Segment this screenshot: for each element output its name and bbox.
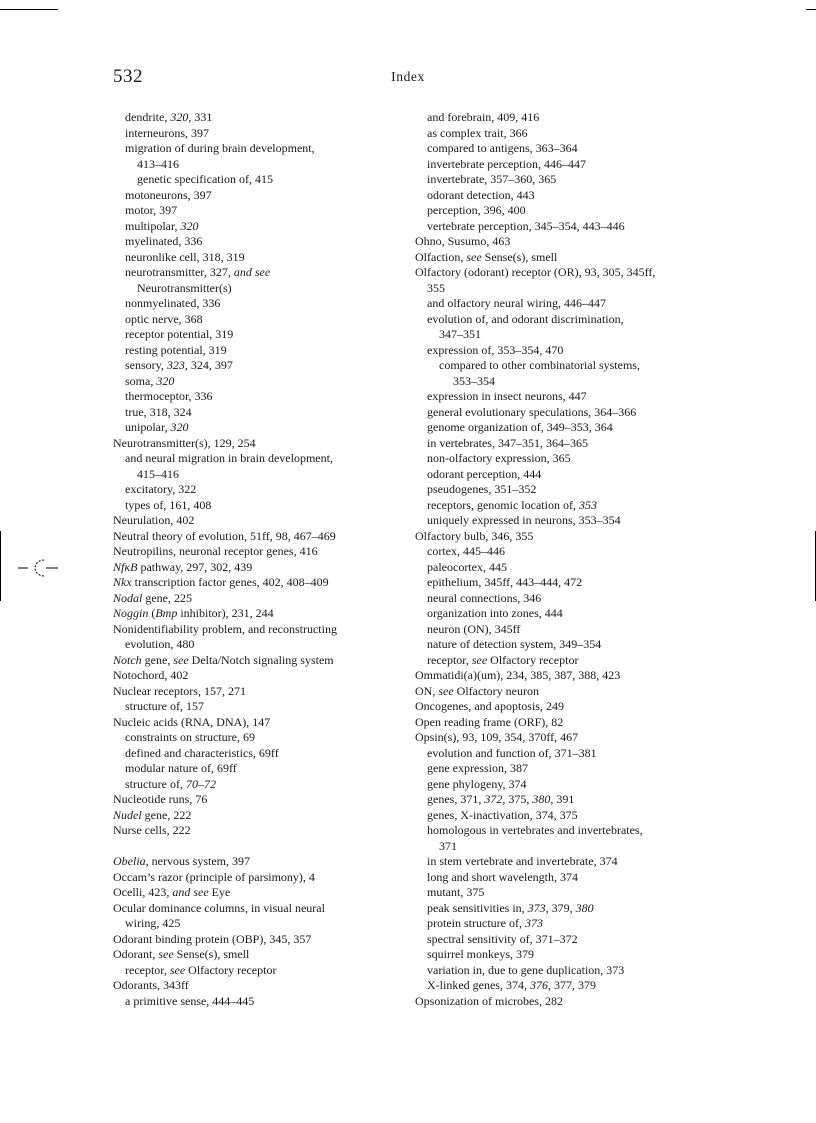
index-subentry [113,265,393,281]
index-text: Neurotransmitter(s) [137,280,232,295]
index-text: gene, 225 [142,590,192,605]
index-text: Olfactory receptor [487,652,579,667]
index-subentry [113,188,393,204]
crop-mark-left-edge [0,531,1,601]
index-text-italic: 373 [524,916,543,930]
index-subentry [415,141,715,157]
index-subentry [415,560,715,576]
index-entry [415,699,715,715]
index-subentry [415,513,715,529]
index-text-italic: and see [172,885,209,899]
index-text: Opsin(s), 93, 109, 354, 370ff, 467 [415,730,579,744]
index-text: motor, 397 [125,203,178,217]
index-text: expression of, 353–354, 470 [427,342,564,357]
index-entry [113,436,393,452]
index-text: myelinated, 336 [125,234,203,248]
index-subentry [415,126,715,142]
index-subentry [415,761,715,777]
index-subentry [113,110,393,126]
index-text: unipolar, [125,420,171,434]
index-subentry [113,250,393,266]
index-text: Oncogenes, and apoptosis, 249 [415,699,564,713]
index-text: genetic specification of, 415 [137,172,273,186]
index-subentry [113,405,393,421]
index-subentry [415,963,715,979]
index-entry [113,529,393,545]
index-subentry [415,901,715,917]
index-text: Ohno, Susumo, 463 [415,234,511,248]
index-text: Nuclear receptors, 157, 271 [113,683,246,698]
index-entry [415,529,715,545]
index-text: inhibitor), 231, 244 [177,606,274,620]
index-subentry [415,172,715,188]
index-text: Olfactory neuron [453,683,539,698]
index-text: invertebrate perception, 446–447 [427,156,586,171]
index-text: Olfactory receptor [185,962,277,977]
index-subentry [415,482,715,498]
index-entry [113,591,393,607]
page-number: 532 [113,66,143,87]
index-subentry [415,885,715,901]
index-text: homologous in vertebrates and invertebrates, [427,823,643,837]
index-text: protein structure of, [427,916,525,930]
index-subentry [415,451,715,467]
index-text-italic: see [173,652,189,667]
index-text: evolution and function of, 371–381 [427,745,597,760]
index-entry [113,606,393,622]
index-subentry [113,498,393,514]
index-subentry [415,823,715,839]
index-text: compared to other combinatorial systems, [439,358,640,372]
index-text-italic: 380 [532,792,551,806]
index-subentry [113,126,393,142]
index-text: spectral sensitivity of, 371–372 [427,931,578,946]
index-text: Delta/Notch signaling system [188,652,334,667]
index-text: ( [148,606,156,620]
index-text: receptor, [125,962,170,977]
index-text: invertebrate, 357–360, 365 [427,172,557,186]
index-subentry [415,110,715,126]
index-subentry [415,916,715,932]
index-text: structure of, 157 [125,699,204,713]
crop-mark-top-left [0,9,58,10]
index-subentry [415,374,715,390]
index-text: Olfaction, [415,249,467,264]
index-subentry [113,358,393,374]
index-text: genes, 371, [427,792,485,806]
index-text: structure of, [125,776,186,791]
index-text: Ocelli, 423, [113,885,173,899]
index-text-italic: 380 [575,900,594,915]
index-subentry [113,963,393,979]
index-entry [415,250,715,266]
index-text: odorant detection, 443 [427,187,535,202]
index-text-italic: and see [233,265,271,279]
index-entry [113,870,393,886]
index-subentry [415,591,715,607]
index-subentry [113,234,393,250]
index-subentry [113,312,393,328]
index-text: a primitive sense, 444–445 [125,993,255,1008]
index-text: Nucleotide runs, 76 [113,792,208,806]
index-text-italic: 372 [484,792,503,806]
index-text-italic: 373 [527,900,546,915]
index-subentry [415,653,715,669]
index-subentry [113,994,393,1010]
index-subentry [415,575,715,591]
index-subentry [415,358,715,374]
index-subentry [415,343,715,359]
index-text: neuronlike cell, 318, 319 [125,249,245,264]
index-text: multipolar, [125,218,181,233]
index-text-italic: 323 [166,358,185,372]
index-text: uniquely expressed in neurons, 353–354 [427,513,621,527]
index-subentry [415,978,715,994]
index-entry [415,668,715,684]
index-entry [113,854,393,870]
index-text: Nonidentifiability problem, and reconstructing [113,621,337,636]
index-entry [113,653,393,669]
index-entry [113,684,393,700]
index-entry [415,265,715,281]
index-text: 347–351 [439,327,481,341]
index-text: sensory, [125,358,167,372]
index-subentry [415,327,715,343]
index-text-italic: Nodal [113,590,143,605]
index-text: 415–416 [137,466,179,481]
index-text: , 391 [550,792,575,806]
index-text: neuron (ON), 345ff [427,621,521,636]
index-text: wiring, 425 [125,916,181,930]
index-text: Nucleic acids (RNA, DNA), 147 [113,714,271,729]
index-subentry [415,777,715,793]
index-text: gene phylogeny, 374 [427,776,527,791]
index-text: Open reading frame (ORF), 82 [415,714,564,729]
index-text: Sense(s), smell [481,249,558,264]
index-text: Olfactory bulb, 346, 355 [415,528,534,543]
index-text: nonmyelinated, 336 [125,296,221,310]
index-entry [113,513,393,529]
index-subentry [415,281,715,297]
index-text: Ocular dominance columns, in visual neural [113,900,325,915]
index-text: variation in, due to gene duplication, 373 [427,962,625,977]
running-head: Index [391,69,425,84]
index-text: Sense(s), smell [173,947,250,961]
index-text: 353–354 [453,373,495,388]
index-subentry [415,312,715,328]
index-subentry [415,792,715,808]
index-entry [113,622,393,638]
index-text: , 379, [545,900,576,915]
index-text: in stem vertebrate and invertebrate, 374 [427,854,618,868]
index-text: expression in insect neurons, 447 [427,389,587,403]
index-entry [415,730,715,746]
index-subentry [113,451,393,467]
index-text: resting potential, 319 [125,342,227,357]
index-text: gene, [141,652,174,667]
index-text: interneurons, 397 [125,125,209,140]
index-subentry [113,916,393,932]
index-text: genome organization of, 349–353, 364 [427,420,613,434]
index-text: defined and characteristics, 69ff [125,745,279,760]
index-text: types of, 161, 408 [125,497,212,512]
index-subentry [113,343,393,359]
index-text: constraints on structure, 69 [125,730,255,744]
index-text: non-olfactory expression, 365 [427,451,571,465]
index-text: optic nerve, 368 [125,311,203,326]
index-column-right [415,110,715,1009]
index-column-left [113,110,393,1009]
index-entry [113,544,393,560]
index-text-italic: NfκB [113,559,138,574]
index-subentry [415,947,715,963]
index-subentry [415,606,715,622]
index-text: genes, X-inactivation, 374, 375 [427,807,578,822]
index-entry [415,994,715,1010]
index-text: 355 [427,280,445,295]
index-text: Odorants, 343ff [113,978,189,992]
index-text: paleocortex, 445 [427,559,507,574]
index-text: pseudogenes, 351–352 [427,482,537,496]
index-text-italic: see [471,652,488,667]
index-text: gene expression, 387 [427,761,528,775]
index-subentry [113,730,393,746]
index-text-italic: 320 [156,373,175,388]
index-subentry [415,746,715,762]
index-text: , 375, [502,792,533,806]
index-subentry [113,699,393,715]
index-subentry [113,296,393,312]
index-text-italic: see [158,947,174,961]
crop-mark-top-right [806,9,816,10]
index-text: pathway, 297, 302, 439 [137,559,253,574]
index-text: perception, 396, 400 [427,203,526,217]
index-text: evolution of, and odorant discrimination, [427,311,624,326]
index-entry [415,684,715,700]
index-text: , 377, 379 [547,978,596,992]
index-text-italic: see [169,962,186,977]
index-text-italic: Bmp [155,606,178,620]
index-text-italic: Obelia [113,854,146,868]
index-subentry [415,544,715,560]
index-subentry [415,405,715,421]
index-text: cortex, 445–446 [427,544,505,558]
index-text: and olfactory neural wiring, 446–447 [427,296,606,310]
index-text-italic: 353 [578,497,597,512]
index-text: neurotransmitter, 327, [125,265,234,279]
index-entry [113,808,393,824]
index-subentry [113,219,393,235]
index-text: modular nature of, 69ff [125,761,237,775]
index-subentry [415,808,715,824]
index-text: and forebrain, 409, 416 [427,110,540,124]
index-entry [113,575,393,591]
index-text-italic: Nkx [113,575,132,589]
index-subentry [415,498,715,514]
index-entry [113,792,393,808]
index-subentry [415,467,715,483]
index-text: ON, [415,683,439,698]
index-subentry [113,482,393,498]
index-text: organization into zones, 444 [427,606,563,620]
index-text: migration of during brain development, [125,141,315,155]
index-text: Occam’s razor (principle of parsimony), 4 [113,869,315,884]
index-text: X-linked genes, 374, [427,978,530,992]
index-text: long and short wavelength, 374 [427,869,578,884]
index-text: peak sensitivities in, [427,900,528,915]
index-entry [113,668,393,684]
index-text: 371 [439,838,457,853]
index-text: true, 318, 324 [125,404,192,419]
index-text-italic: 70–72 [185,776,216,791]
index-subentry [415,622,715,638]
index-text: receptors, genomic location of, [427,497,579,512]
index-text: general evolutionary speculations, 364–366 [427,404,637,419]
index-subentry [415,870,715,886]
index-subentry [113,172,393,188]
index-text: as complex trait, 366 [427,125,528,140]
index-text: excitatory, 322 [125,482,197,496]
index-entry [113,823,393,839]
registration-mark-icon [18,557,58,579]
index-text: mutant, 375 [427,885,485,899]
index-subentry [415,203,715,219]
index-subentry [113,327,393,343]
index-subentry [113,374,393,390]
index-subentry [415,420,715,436]
index-text-italic: see [438,683,454,698]
index-text: epithelium, 345ff, 443–444, 472 [427,575,583,589]
index-text: odorant perception, 444 [427,466,542,481]
index-text: Nurse cells, 222 [113,823,191,837]
index-text-italic: Noggin [113,606,149,620]
index-text-italic: see [466,249,482,264]
index-subentry [415,296,715,312]
index-subentry [113,203,393,219]
index-subentry [113,637,393,653]
index-text-italic: Notch [113,652,142,667]
index-subentry [415,219,715,235]
index-text: Olfactory (odorant) receptor (OR), 93, 305, 345ff, [415,265,656,279]
index-entry [113,715,393,731]
index-entry [113,978,393,994]
index-text-italic: 320 [170,420,189,434]
index-spacer [113,839,393,855]
index-subentry [415,637,715,653]
index-subentry [113,420,393,436]
index-subentry [415,932,715,948]
index-text: Eye [208,885,231,899]
index-text: Opsonization of microbes, 282 [415,993,563,1008]
index-text-italic: Nudel [113,807,142,822]
index-text: in vertebrates, 347–351, 364–365 [427,435,588,450]
index-text: motoneurons, 397 [125,187,212,202]
index-subentry [113,467,393,483]
index-subentry [415,436,715,452]
index-text-italic: 320 [180,218,199,233]
index-entry [415,234,715,250]
index-text: 413–416 [137,156,179,171]
index-text: receptor, [427,652,472,667]
index-subentry [113,157,393,173]
index-text: compared to antigens, 363–364 [427,141,578,155]
index-entry [113,947,393,963]
index-subentry [415,188,715,204]
index-subentry [113,281,393,297]
index-text: thermoceptor, 336 [125,389,213,403]
index-text-italic: 376 [529,978,548,992]
index-text: Neutral theory of evolution, 51ff, 98, 467–469 [113,528,336,543]
index-subentry [113,141,393,157]
index-text: , nervous system, 397 [145,854,250,868]
index-text: receptor potential, 319 [125,327,234,341]
index-text: neural connections, 346 [427,590,542,605]
index-subentry [113,777,393,793]
index-text: , 331 [188,110,213,124]
index-text: transcription factor genes, 402, 408–409 [131,575,329,589]
index-text: soma, [125,373,157,388]
index-entry [113,932,393,948]
index-text: evolution, 480 [125,637,195,651]
index-subentry [113,746,393,762]
index-subentry [415,839,715,855]
index-entry [113,560,393,576]
index-entry [113,885,393,901]
index-text: Ommatidi(a)(um), 234, 385, 387, 388, 423 [415,668,621,682]
index-text-italic: 320 [170,110,189,124]
index-subentry [415,157,715,173]
index-entry [415,715,715,731]
index-text: Neurulation, 402 [113,513,195,527]
index-subentry [113,761,393,777]
index-text: Neurotransmitter(s), 129, 254 [113,435,256,450]
index-text: dendrite, [125,110,171,124]
index-text: vertebrate perception, 345–354, 443–446 [427,218,625,233]
index-entry [113,901,393,917]
index-subentry [415,854,715,870]
index-text: , 324, 397 [184,358,233,372]
index-text: Neutropilins, neuronal receptor genes, 416 [113,544,318,558]
index-text: squirrel monkeys, 379 [427,947,534,961]
index-text: Odorant binding protein (OBP), 345, 357 [113,931,312,946]
index-text: and neural migration in brain development, [125,451,333,465]
index-subentry [113,389,393,405]
index-text: Notochord, 402 [113,668,189,682]
index-text: gene, 222 [141,807,192,822]
index-text: Odorant, [113,947,159,961]
index-subentry [415,389,715,405]
index-text: nature of detection system, 349–354 [427,637,602,651]
